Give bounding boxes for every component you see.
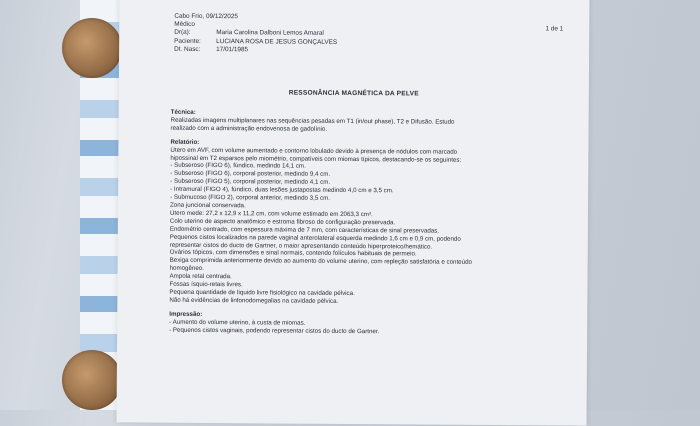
text-line: representar cistos do ducto de Gartner, o maior apresentando conteúdo hiperproteico/hemático. — [169, 241, 433, 251]
text-line: - Submucoso (FIGO 2), corporal anterior, medindo 3,5 cm. — [170, 193, 331, 202]
text-line: Pequena quantidade de líquido livre fisiológico na cavidade pélvica. — [169, 288, 355, 297]
section-title-tecnica: Técnica: — [170, 108, 196, 116]
section-title-relatorio: Relatório: — [170, 138, 200, 146]
text-line: homogêneo. — [169, 264, 205, 273]
section-impressao — [169, 318, 559, 337]
report-body — [169, 109, 561, 337]
text-line: - Pequenos cistos vaginais, podendo representar cistos do ducto de Gartner. — [169, 326, 380, 335]
text-line: Pequenos cistos localizados na parede vaginal anterolateral esquerda medindo 1,6 cm e 0,9 cm, podendo — [169, 233, 461, 243]
text-line: Endométrio centrado, com espessura máxima de 7 mm, com características de sinal preservadas. — [169, 225, 440, 235]
text-line: - Aumento do volume uterino, à custa de miomas. — [169, 318, 306, 327]
text-line: Ovários tópicos, com dimensões e sinal normais, contendo folículos habituais de permeio. — [169, 249, 417, 258]
section-title-impressao: Impressão: — [169, 310, 203, 318]
report-date: Cabo Frio, 09/12/2025 — [174, 12, 238, 21]
text-line: Zona juncional conservada. — [169, 201, 246, 210]
report-header — [174, 13, 337, 55]
section-relatorio — [169, 146, 560, 307]
report-page — [117, 0, 590, 426]
header-row: Médico — [174, 20, 195, 29]
text-line: Colo uterino de aspecto anatômico e estroma fibroso de configuração preservada. — [169, 217, 396, 227]
text-line: Fossas ísquio-retais livres. — [169, 280, 243, 289]
text-line: Realizadas imagens multiplanares nas sequências pesadas em T1 (in/out phase), T2 e Difusão. Estudo — [170, 116, 455, 126]
text-line: realizado com a administração endovenosa de gadolínio. — [170, 124, 328, 133]
report-title: RESSONÂNCIA MAGNÉTICA DA PELVE — [288, 89, 419, 98]
binder-ring-top — [62, 18, 122, 78]
header-row-doctor: Dr(a): Maria Carolina Dalboni Lemos Amaral — [174, 29, 324, 38]
page-number: 1 de 1 — [545, 25, 564, 33]
text-line: - Intramural (FIGO 4), fúndico, duas lesões justapostas medindo 4,0 cm e 3,5 cm. — [170, 185, 394, 195]
text-line: - Subseroso (FIGO 6), fúndico, medindo 14,1 cm. — [170, 162, 306, 171]
section-tecnica — [171, 117, 561, 136]
text-line: Útero em AVF, com volume aumentado e contorno lobulado devido à presença de nódulos com marcado — [170, 146, 458, 156]
header-row-patient: Paciente: LUCIANA ROSA DE JESUS GONÇALVES — [174, 37, 338, 46]
text-line: Ampola retal centrada. — [169, 272, 232, 281]
text-line: hipossinal em T2 esparsos pelo miométrio, compatíveis com miomas típicos, destacando-se os seguintes: — [170, 154, 462, 164]
text-line: - Subseroso (FIGO 6), corporal posterior, medindo 9,4 cm. — [170, 170, 331, 179]
header-row-birthdate: Dt. Nasc: 17/01/1985 — [174, 45, 249, 54]
binder-ring-bottom — [62, 350, 122, 410]
text-line: Bexiga comprimida anteriormente devido ao aumento do volume uterino, com repleção satisfatória e conteúdo — [169, 257, 472, 267]
text-line: Útero mede: 27,2 x 12,9 x 11,2 cm, com volume estimado em 2063,3 cm³. — [169, 209, 373, 219]
text-line: Não há evidências de linfonodomegalias na cavidade pélvica. — [169, 296, 339, 305]
text-line: - Subseroso (FIGO 5), corporal posterior, medindo 4,1 cm. — [170, 177, 331, 187]
